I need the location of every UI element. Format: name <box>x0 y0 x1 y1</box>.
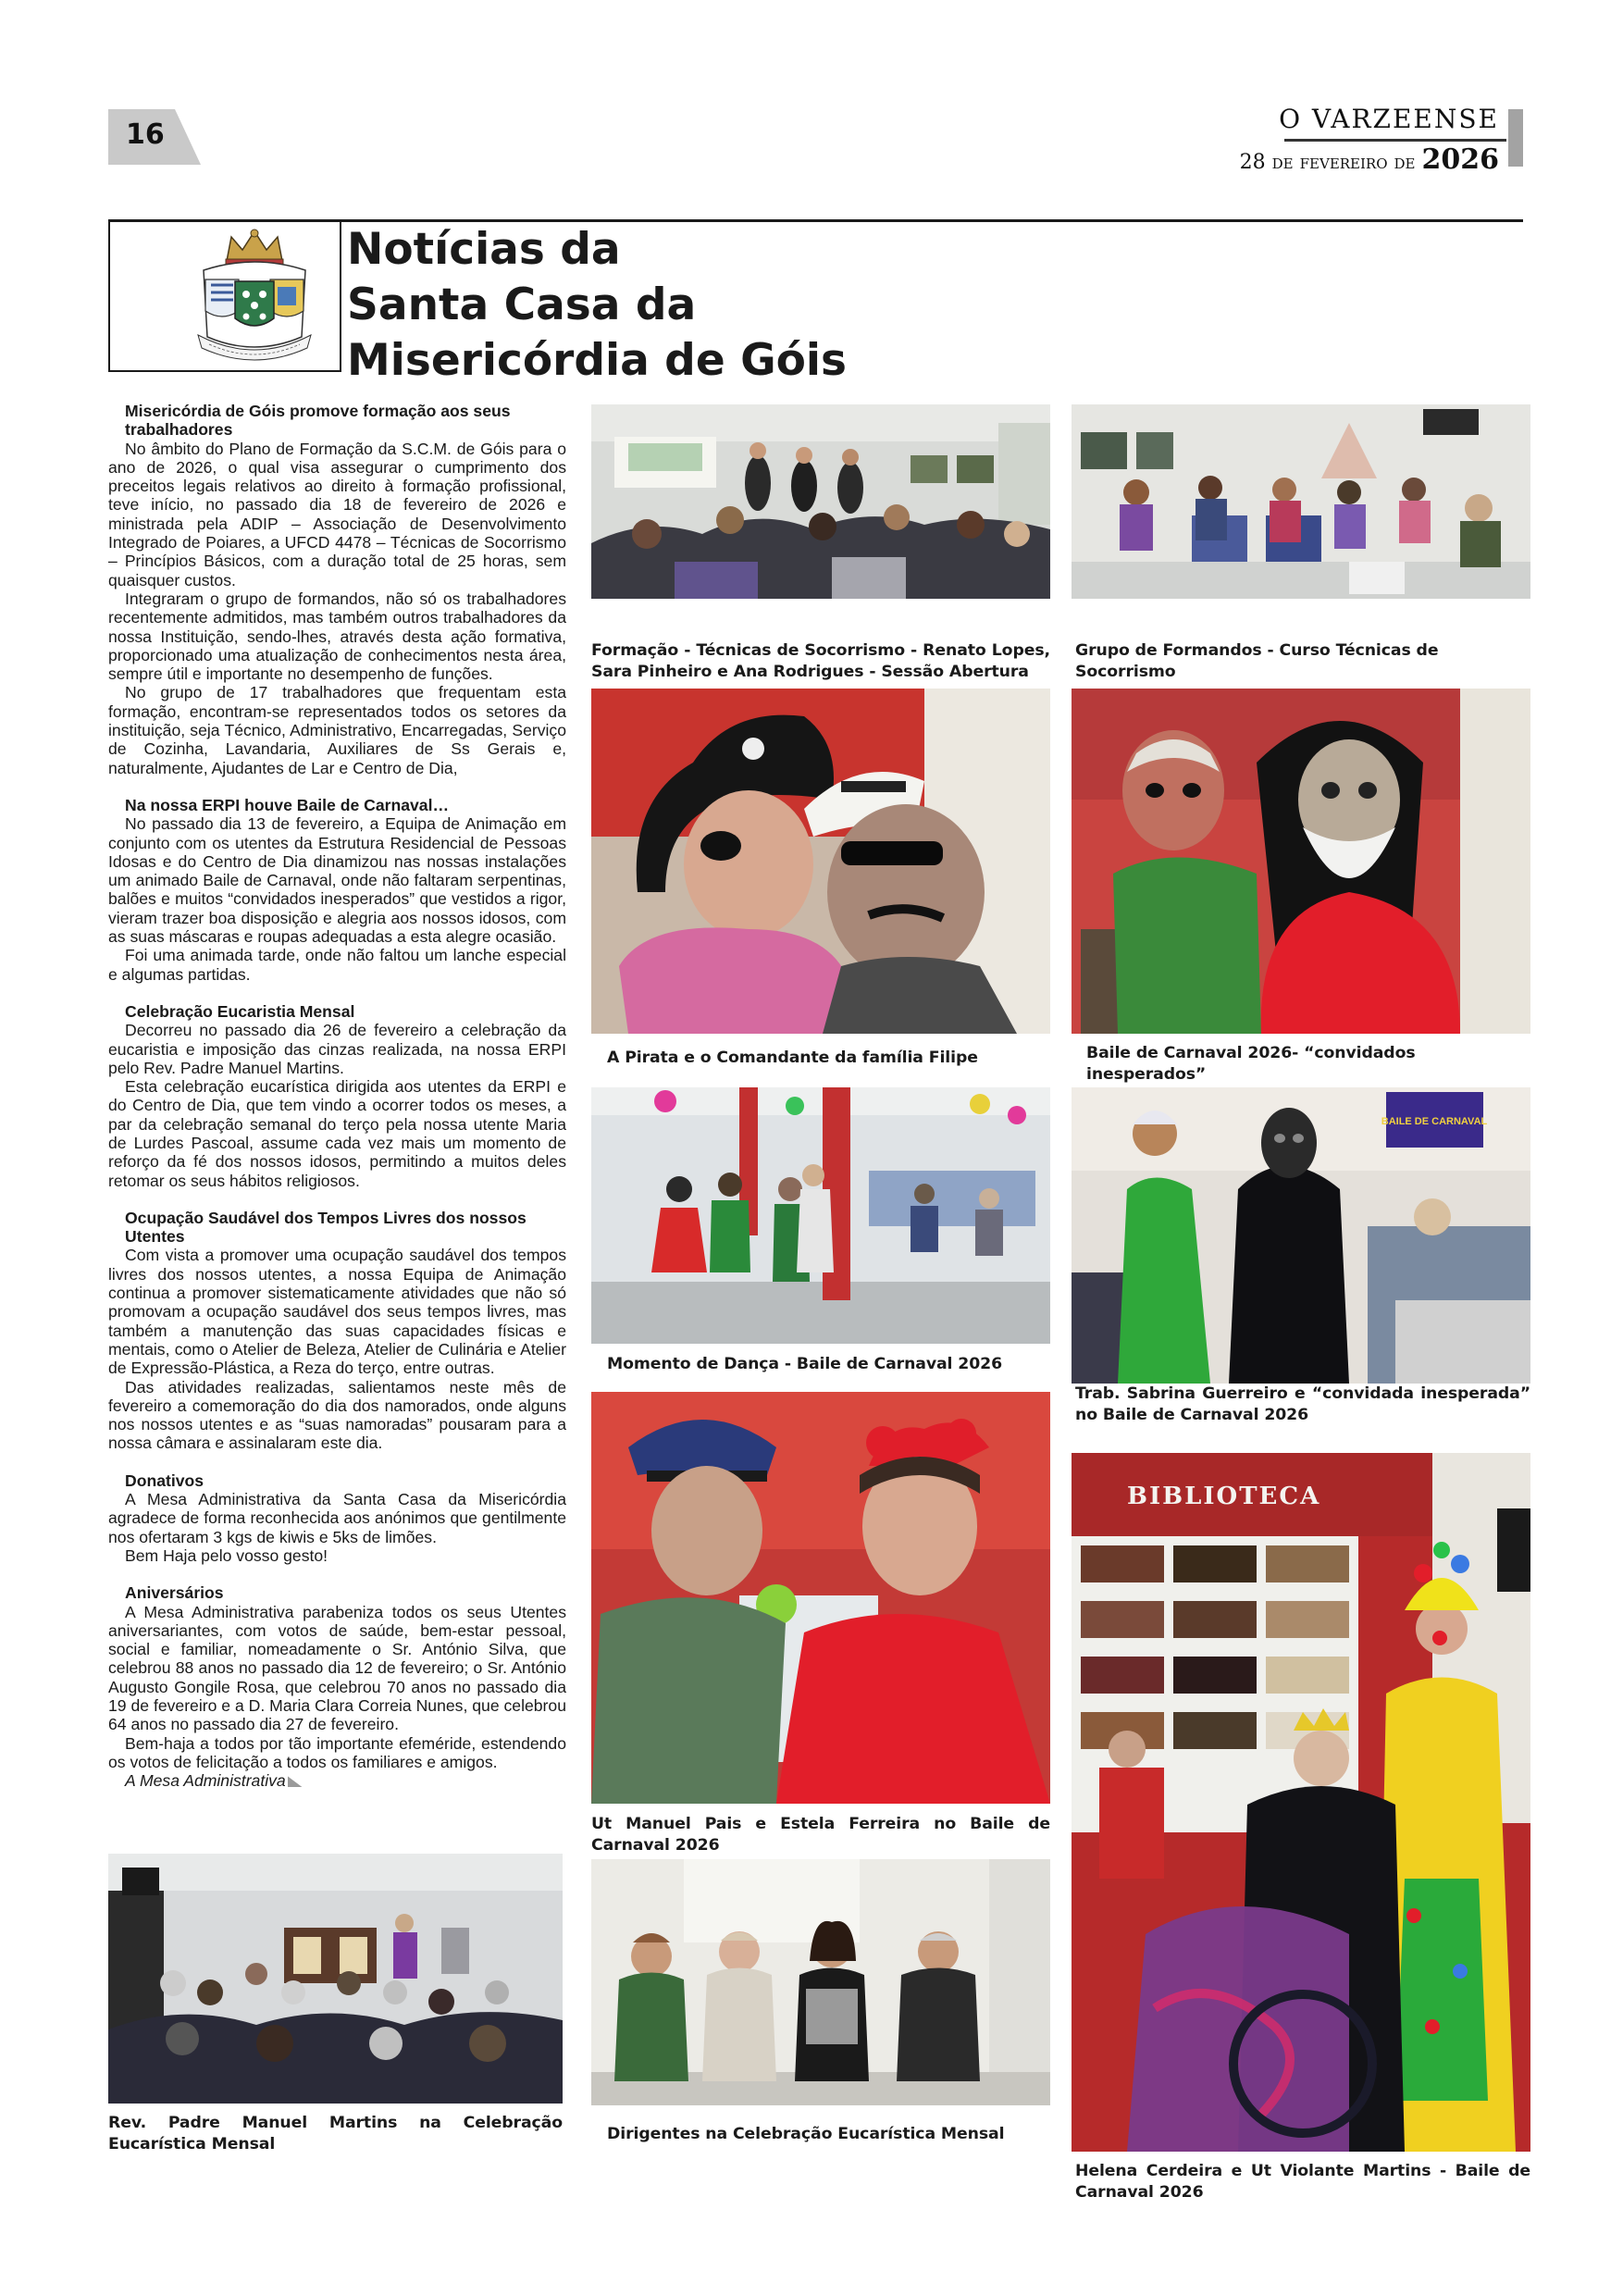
photo-danca <box>591 1087 1050 1344</box>
photo-formandos <box>1072 404 1530 599</box>
signature-text: A Mesa Administrativa <box>125 1771 286 1791</box>
article-paragraph: Esta celebração eucarística dirigida aos utentes da ERPI e do Centro de Dia, que tem vindo a ocorrer todos os meses, a par da celebração semanal do terço pela nossa utente Maria de Lurdes Pascoal, assume cada vez mais um momento de reforço da fé dos nossos idosos, permitindo a muitos deles retomar os seus hábitos religiosos. <box>108 1077 566 1190</box>
article-paragraph: A Mesa Administrativa parabeniza todos os seus Utentes aniversariantes, com votos de saúde, bem-estar pessoal, social e familiar, nomeadamente o Sr. António Silva, que celebrou 88 anos no passado dia 12 de fevereiro; o Sr. António Augusto Gongile Rosa, que celebrou 70 anos no passado dia 19 de fevereiro e a D. Maria Clara Correia Nunes, que celebrou 64 anos no passado dia 27 de fevereiro. <box>108 1602 566 1734</box>
photo-caption: Formação - Técnicas de Socorrismo - Renato Lopes, Sara Pinheiro e Ana Rodrigues - Sessão Abertura <box>591 641 1050 681</box>
text-column <box>108 402 566 1790</box>
photo-caption: Trab. Sabrina Guerreiro e “convidada inesperada” no Baile de Carnaval 2026 <box>1075 1384 1530 1424</box>
sign-text: BAILE DE CARNAVAL <box>1381 1116 1488 1127</box>
photo-caption: Baile de Carnaval 2026- “convidados inesperados” <box>1086 1044 1416 1084</box>
article-paragraph: Bem-haja a todos por tão importante efeméride, estendendo os votos de felicitação a todos os familiares e amigos. <box>108 1733 566 1771</box>
photo-caption: A Pirata e o Comandante da família Filipe <box>607 1049 978 1067</box>
photo-dirigentes <box>591 1859 1050 2105</box>
article-paragraph: Bem Haja pelo vosso gesto! <box>125 1545 328 1565</box>
section-title-line: Notícias da <box>347 224 621 275</box>
section-title <box>347 222 1180 389</box>
article-paragraph: Foi uma animada tarde, onde não faltou um lanche especial e algumas partidas. <box>108 946 566 984</box>
article-paragraph: Decorreu no passado dia 26 de fevereiro a celebração da eucaristia e imposição das cinzas realizada, na nossa ERPI pelo Rev. Padre Manuel Martins. <box>108 1021 566 1077</box>
photo-caption: Rev. Padre Manuel Martins na Celebração Eucarística Mensal <box>108 2114 563 2153</box>
photo-sabrina <box>1072 1087 1530 1384</box>
photo-caption: Grupo de Formandos - Curso Técnicas de Socorrismo <box>1075 641 1439 681</box>
photo-biblioteca <box>1072 1453 1530 2152</box>
photo-padre <box>108 1854 563 2104</box>
article-paragraph: No grupo de 17 trabalhadores que frequentam esta formação, encontram-se representados todos os setores da instituição, seja Técnico, Administrativo, Encarregadas, Serviço de Cozinha, Lavandaria, Auxiliares de Ss Gerais e, naturalmente, Ajudantes de Lar e Centro de Dia, <box>108 683 566 777</box>
issue-date-text: 28 de fevereiro de <box>1239 151 1416 174</box>
article-paragraph: Integraram o grupo de formandos, não só os trabalhadores recentemente admitidos, mas também outros trabalhadores da nossa Instituição, sendo-lhes, através desta ação formativa, proporcionado uma atualização de conhecimentos nesta área, sempre útil e importante no desempenho de funções. <box>108 589 566 684</box>
masthead-rule <box>1284 139 1506 142</box>
article-paragraph: Das atividades realizadas, salientamos neste mês de fevereiro a comemoração do dia dos namorados, onde alguns nos nossos utentes e as “suas namoradas” pousaram para a nossa câmara e assinalaram este dia. <box>108 1377 566 1453</box>
issue-date <box>1240 143 1499 176</box>
crest-logo-icon <box>185 226 324 366</box>
article-heading: Misericórdia de Góis promove formação aos seus trabalhadores <box>125 402 511 440</box>
section-title-line: Misericórdia de Góis <box>347 335 848 386</box>
issue-date-year: 2026 <box>1421 143 1499 176</box>
section-title-line: Santa Casa da <box>347 279 697 330</box>
photo-manuel-estela <box>591 1392 1050 1804</box>
article-paragraph: A Mesa Administrativa da Santa Casa da Misericórdia agradece de forma reconhecida aos anónimos que gentilmente nos ofertaram 3 kgs de kiwis e 5ks de limões. <box>108 1490 566 1546</box>
article-heading: Na nossa ERPI houve Baile de Carnaval… <box>125 795 450 814</box>
masthead-bar <box>1508 109 1523 167</box>
article-paragraph: No âmbito do Plano de Formação da S.C.M. de Góis para o ano de 2026, o qual visa assegurar o cumprimento dos preceitos legais relativos ao direito à formação profissional, teve início, no passado dia 18 de fevereiro de 2026 e ministrada pela ADIP – Associação de Desenvolvimento Integrado de Poiares, a UFCD 4478 – Técnicas de Socorrismo – Princípios Básicos, com a duração total de 25 horas, sem quaisquer custos. <box>108 439 566 590</box>
article-paragraph: Com vista a promover uma ocupação saudável dos tempos livres dos nossos utentes, a nossa Equipa de Animação continua a promover sistematicamente atividades que não só promovam a ocupação saudável dos seus tempos livres, mas também a manutenção das suas capacidades físicas e mentais, como o Atelier de Beleza, Atelier de Culinária e Atelier de Expressão-Plástica, a Reza do terço, entre outras. <box>108 1246 566 1378</box>
photo-caption: Dirigentes na Celebração Eucarística Mensal <box>607 2125 1005 2143</box>
newspaper-name: O VARZEENSE <box>1279 104 1499 134</box>
photo-caption: Helena Cerdeira e Ut Violante Martins - Baile de Carnaval 2026 <box>1075 2162 1530 2202</box>
article-heading: Donativos <box>125 1471 204 1490</box>
page-number: 16 <box>126 118 165 151</box>
signature-mark-icon <box>288 1776 303 1787</box>
photo-caption: Momento de Dança - Baile de Carnaval 2026 <box>607 1355 1002 1373</box>
sign-text: BIBLIOTECA <box>1127 1483 1321 1510</box>
article-heading: Aniversários <box>125 1583 224 1603</box>
article-heading: Celebração Eucaristia Mensal <box>125 1001 355 1021</box>
photo-convidados <box>1072 689 1530 1034</box>
article-paragraph: No passado dia 13 de fevereiro, a Equipa de Animação em conjunto com os utentes da Estrutura Residencial de Pessoas Idosas e do Centro de Dia dinamizou nas nossas instalações um animado Baile de Carnaval, onde não faltaram serpentinas, balões e muitos “convidados inesperados” que vestidos a rigor, vieram trazer boa disposição e alegria aos nossos idosos, com as suas máscaras e roupas adequadas a esta alegre ocasião. <box>108 814 566 947</box>
photo-formacao <box>591 404 1050 599</box>
article-heading: Ocupação Saudável dos Tempos Livres dos nossos Utentes <box>125 1208 527 1247</box>
photo-caption: Ut Manuel Pais e Estela Ferreira no Baile de Carnaval 2026 <box>591 1815 1050 1855</box>
photo-pirata <box>591 689 1050 1034</box>
signature <box>108 1771 566 1790</box>
